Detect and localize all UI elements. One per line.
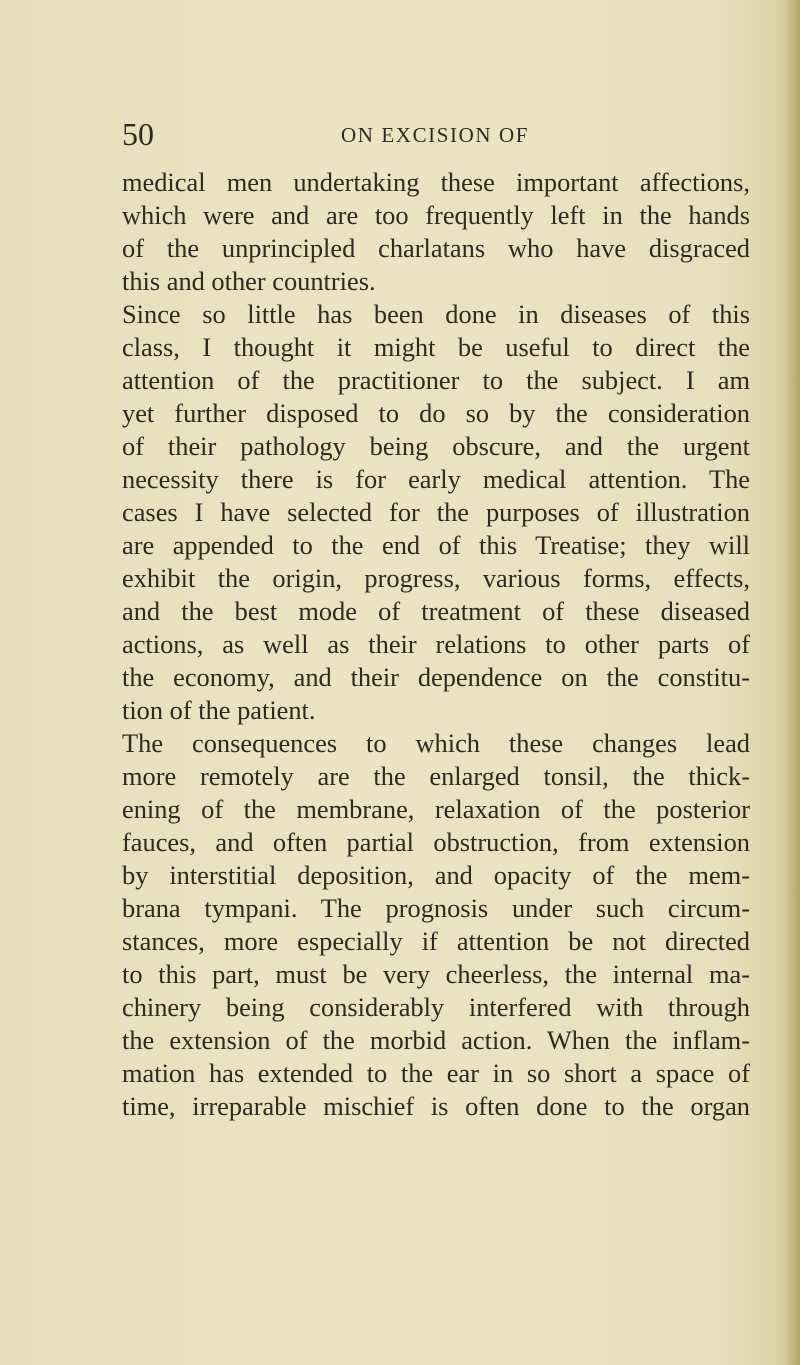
text-line: and the best mode of treatment of these diseased — [122, 596, 750, 626]
text-line: cases I have selected for the purposes of illustration — [122, 497, 750, 527]
text-line: more remotely are the enlarged tonsil, the thick- — [122, 761, 750, 791]
text-line: Since so little has been done in diseases of this — [122, 299, 750, 329]
text-line: this and other countries. — [122, 266, 376, 296]
text-line: necessity there is for early medical attention. The — [122, 464, 750, 494]
text-line: are appended to the end of this Treatise; they will — [122, 530, 750, 560]
text-line: of their pathology being obscure, and the urgent — [122, 431, 750, 461]
text-line: class, I thought it might be useful to direct the — [122, 332, 750, 362]
text-line: brana tympani. The prognosis under such circum- — [122, 893, 750, 923]
running-title: ON EXCISION OF — [341, 123, 530, 147]
text-line: The consequences to which these changes lead — [122, 728, 750, 758]
text-line: to this part, must be very cheerless, the internal ma- — [122, 959, 750, 989]
text-line: fauces, and often partial obstruction, from extension — [122, 827, 750, 857]
text-line: attention of the practitioner to the subject. I am — [122, 365, 750, 395]
text-line: yet further disposed to do so by the consideration — [122, 398, 750, 428]
text-line: chinery being considerably interfered with through — [122, 992, 750, 1022]
text-line: the extension of the morbid action. When the inflam- — [122, 1025, 750, 1055]
running-head — [0, 114, 800, 154]
text-line: ening of the membrane, relaxation of the posterior — [122, 794, 750, 824]
text-line: actions, as well as their relations to other parts of — [122, 629, 750, 659]
text-line: which were and are too frequently left in the hands — [122, 200, 750, 230]
text-line: tion of the patient. — [122, 695, 316, 725]
text-line: of the unprincipled charlatans who have disgraced — [122, 233, 750, 263]
body-text — [122, 166, 750, 1123]
text-line: the economy, and their dependence on the constitu- — [122, 662, 750, 692]
page-edge-shadow — [786, 0, 800, 1365]
text-line: mation has extended to the ear in so short a space of — [122, 1058, 750, 1088]
text-line: by interstitial deposition, and opacity of the mem- — [122, 860, 750, 890]
page-number: 50 — [122, 116, 154, 152]
text-line: medical men undertaking these important affections, — [122, 167, 750, 197]
text-line: stances, more especially if attention be not directed — [122, 926, 750, 956]
text-line: exhibit the origin, progress, various forms, effects, — [122, 563, 750, 593]
text-line: time, irreparable mischief is often done to the organ — [122, 1091, 750, 1121]
